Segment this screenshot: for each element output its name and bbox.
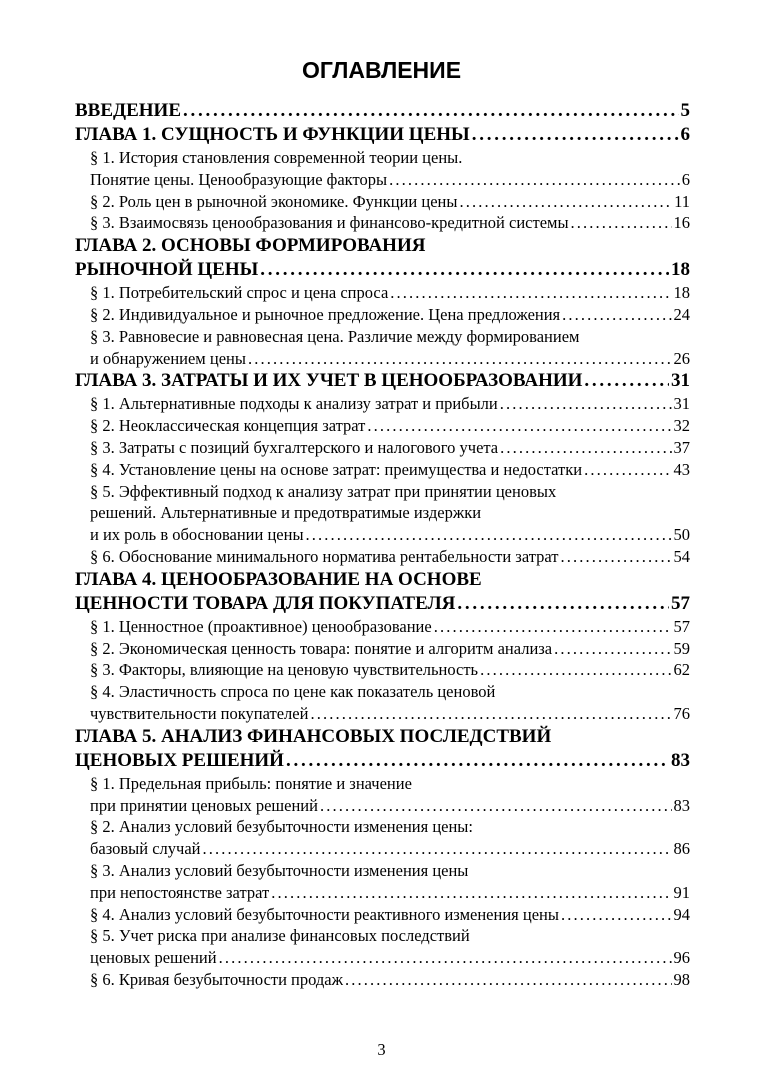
toc-entry-title: § 3. Факторы, влияющие на ценовую чувствительность (90, 660, 479, 680)
toc-page-number: 6 (681, 169, 690, 189)
toc-page-number: 86 (673, 839, 690, 859)
toc-entry-line: § 3. Анализ условий безубыточности изменения цены (90, 860, 469, 880)
toc-page-number: 94 (673, 904, 690, 924)
toc-entry-title: § 4. Анализ условий безубыточности реактивного изменения цены (90, 904, 559, 924)
dot-leader (571, 212, 672, 234)
toc-section (75, 415, 690, 437)
toc-section (75, 304, 690, 326)
toc-entry-title: § 2. Экономическая ценность товара: понятие и алгоритм анализа (90, 638, 553, 658)
toc-section (75, 969, 690, 991)
toc-section (75, 212, 690, 234)
toc-page-number: 16 (673, 213, 690, 233)
dot-leader (271, 882, 671, 904)
dot-leader (367, 415, 671, 437)
toc-page-number: 37 (673, 437, 690, 457)
toc-entry-title: § 2. Неоклассическая концепция затрат (90, 416, 366, 436)
toc-section (75, 904, 690, 926)
toc-entry-title: § 3. Взаимосвязь ценообразования и финансово-кредитной системы (90, 213, 569, 233)
toc-page-number: 32 (673, 416, 690, 436)
toc-chapter (75, 725, 690, 773)
toc-section (75, 459, 690, 481)
toc-section (75, 191, 690, 213)
toc-section (75, 616, 690, 638)
toc-entry-title: при принятии ценовых решений (90, 795, 318, 815)
dot-leader (500, 437, 671, 459)
toc-section (75, 282, 690, 304)
toc-page-number: 31 (671, 370, 690, 392)
toc-entry-row (75, 616, 690, 638)
toc-page-number: 5 (680, 100, 690, 121)
toc-page-number: 24 (673, 304, 690, 324)
dot-leader (480, 659, 671, 681)
toc-section (75, 481, 690, 546)
toc-entry-line: § 4. Эластичность спроса по цене как показатель ценовой (90, 682, 496, 702)
dot-leader (554, 638, 671, 660)
dot-leader (390, 282, 671, 304)
toc-section (75, 147, 690, 191)
toc-page-number: 26 (673, 348, 690, 368)
toc-entry-row (75, 348, 690, 370)
toc-section (75, 860, 690, 904)
toc-page-number: 54 (673, 546, 690, 566)
toc-entry-row (75, 212, 690, 234)
toc-entry-line: § 1. История становления современной теории цены. (90, 148, 463, 167)
toc-entry-title: § 3. Затраты с позиций бухгалтерского и налогового учета (90, 437, 499, 457)
toc-section (75, 659, 690, 681)
toc-section (75, 816, 690, 860)
toc-page-number: 50 (673, 525, 690, 545)
toc-entry-row (75, 393, 690, 415)
toc-entry-row (75, 838, 690, 860)
dot-leader (219, 947, 672, 969)
toc-entry-row (75, 749, 690, 773)
dot-leader (584, 369, 669, 393)
toc-entry-row (75, 123, 690, 147)
toc-page-number: 57 (673, 616, 690, 636)
toc-entry-title: ЦЕНОВЫХ РЕШЕНИЙ (75, 749, 284, 771)
toc-entry-line: ГЛАВА 4. ЦЕНООБРАЗОВАНИЕ НА ОСНОВЕ (75, 568, 482, 590)
toc-entry-row (75, 659, 690, 681)
toc-section (75, 681, 690, 725)
toc-section (75, 546, 690, 568)
toc-entry-title: ценовых решений (90, 948, 217, 968)
toc-page-number: 98 (673, 969, 690, 989)
toc-section (75, 393, 690, 415)
toc-entry-line: ГЛАВА 5. АНАЛИЗ ФИНАНСОВЫХ ПОСЛЕДСТВИЙ (75, 725, 552, 747)
toc-entry-title: ГЛАВА 3. ЗАТРАТЫ И ИХ УЧЕТ В ЦЕНООБРАЗОВАНИИ (75, 370, 583, 392)
dot-leader (562, 304, 671, 326)
toc-chapter (75, 369, 690, 393)
toc-entry-row (75, 459, 690, 481)
dot-leader (260, 258, 669, 282)
toc-entry-line: § 5. Учет риска при анализе финансовых последствий (90, 926, 470, 946)
toc-entry-row (75, 282, 690, 304)
toc-entry-title: § 2. Индивидуальное и рыночное предложение. Цена предложения (90, 304, 561, 324)
toc-entry-line: § 2. Анализ условий безубыточности изменения цены: (90, 817, 473, 837)
toc-entry-title: при непостоянстве затрат (90, 882, 270, 902)
toc-page-number: 62 (673, 660, 690, 680)
toc-entry-row (75, 703, 690, 725)
dot-leader (434, 616, 672, 638)
toc-entry-line: ГЛАВА 2. ОСНОВЫ ФОРМИРОВАНИЯ (75, 235, 426, 257)
dot-leader (457, 592, 669, 616)
toc-entry-title: § 1. Ценностное (проактивное) ценообразование (90, 616, 432, 636)
dot-leader (310, 703, 671, 725)
toc-entry-title: и их роль в обосновании цены (90, 525, 304, 545)
dot-leader (561, 546, 672, 568)
toc-page-number: 11 (674, 191, 690, 211)
toc-entry-title: § 6. Обоснование минимального норматива рентабельности затрат (90, 546, 559, 566)
toc-page-number: 6 (680, 124, 690, 145)
toc-page-number: 59 (673, 638, 690, 658)
dot-leader (561, 904, 672, 926)
toc-entry-row (75, 191, 690, 213)
toc-page-number: 83 (673, 795, 690, 815)
page-title: ОГЛАВЛЕНИЕ (301, 57, 462, 83)
toc-page-number: 91 (673, 882, 690, 902)
toc-section (75, 437, 690, 459)
toc-page-number: 18 (673, 283, 690, 303)
toc-entry-line: § 3. Равновесие и равновесная цена. Различие между формированием (90, 326, 580, 346)
toc-entry-row (75, 546, 690, 568)
toc-page-number: 76 (673, 703, 690, 723)
dot-leader (389, 169, 680, 191)
toc-page-number: 57 (671, 592, 690, 614)
toc-entry-row (75, 947, 690, 969)
toc-section (75, 925, 690, 969)
table-of-contents (75, 99, 690, 991)
toc-section (75, 326, 690, 370)
toc-entry-line: решений. Альтернативные и предотвратимые издержки (90, 503, 482, 523)
toc-entry-title: Понятие цены. Ценообразующие факторы (90, 169, 388, 189)
toc-entry-row (75, 99, 690, 123)
dot-leader (472, 123, 679, 147)
toc-entry-row (75, 882, 690, 904)
toc-entry-title: чувствительности покупателей (90, 703, 309, 723)
toc-entry-row (75, 795, 690, 817)
dot-leader (459, 191, 672, 213)
toc-entry-row (75, 304, 690, 326)
dot-leader (286, 749, 669, 773)
toc-entry-title: § 1. Альтернативные подходы к анализу затрат и прибыли (90, 394, 498, 414)
toc-chapter (75, 234, 690, 282)
toc-entry-row (75, 415, 690, 437)
dot-leader (306, 524, 672, 546)
toc-section (75, 638, 690, 660)
toc-page-number: 18 (671, 259, 690, 281)
dot-leader (248, 348, 672, 370)
toc-entry-title: § 2. Роль цен в рыночной экономике. Функции цены (90, 191, 458, 211)
toc-entry-title: базовый случай (90, 839, 201, 859)
toc-entry-row (75, 169, 690, 191)
toc-entry-row (75, 369, 690, 393)
toc-chapter (75, 568, 690, 616)
toc-entry-row (75, 904, 690, 926)
toc-entry-title: § 6. Кривая безубыточности продаж (90, 969, 344, 989)
dot-leader (500, 393, 672, 415)
toc-entry-title: РЫНОЧНОЙ ЦЕНЫ (75, 259, 259, 281)
toc-entry-title: ГЛАВА 1. СУЩНОСТЬ И ФУНКЦИИ ЦЕНЫ (75, 124, 470, 145)
toc-entry-row (75, 592, 690, 616)
toc-section (75, 773, 690, 817)
toc-entry-line: § 1. Предельная прибыль: понятие и значение (90, 773, 412, 793)
toc-page-number: 31 (673, 394, 690, 414)
toc-entry-title: ЦЕННОСТИ ТОВАРА ДЛЯ ПОКУПАТЕЛЯ (75, 592, 456, 614)
toc-chapter (75, 99, 690, 123)
toc-chapter (75, 123, 690, 147)
page-number: 3 (377, 1040, 386, 1059)
toc-entry-row (75, 258, 690, 282)
toc-entry-row (75, 969, 690, 991)
toc-entry-row (75, 638, 690, 660)
toc-entry-line: § 5. Эффективный подход к анализу затрат при принятии ценовых (90, 481, 557, 501)
toc-entry-title: и обнаружением цены (90, 348, 246, 368)
dot-leader (345, 969, 671, 991)
toc-entry-title: ВВЕДЕНИЕ (75, 100, 181, 121)
dot-leader (183, 99, 679, 123)
toc-entry-title: § 4. Установление цены на основе затрат: преимущества и недостатки (90, 459, 583, 479)
toc-page-number: 96 (673, 948, 690, 968)
toc-entry-row (75, 524, 690, 546)
dot-leader (202, 838, 671, 860)
toc-entry-title: § 1. Потребительский спрос и цена спроса (90, 283, 389, 303)
dot-leader (584, 459, 671, 481)
dot-leader (320, 795, 672, 817)
toc-entry-row (75, 437, 690, 459)
toc-page-number: 43 (673, 459, 690, 479)
toc-page-number: 83 (671, 749, 690, 771)
